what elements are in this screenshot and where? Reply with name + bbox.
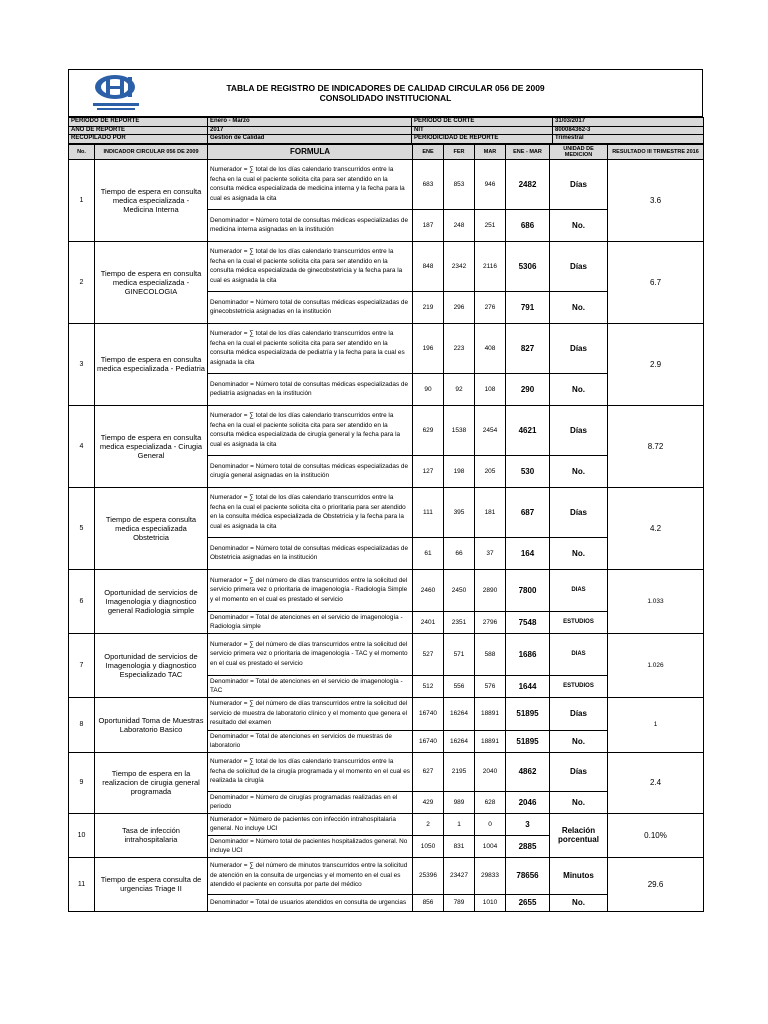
result-value: 29.6 <box>608 857 704 911</box>
denominator-formula: Denominador = Número total de consultas médicas especializadas de ginecobstetricia asignadas en la institución <box>208 291 413 323</box>
value-mar: 18891 <box>475 730 506 752</box>
unit-label: Días <box>550 241 608 291</box>
unit-label: No. <box>550 209 608 241</box>
value-mar: 2116 <box>475 241 506 291</box>
meta-label: NIT <box>412 126 553 135</box>
indicator-name: Tiempo de espera en consulta medica especializada - Cirugia General <box>95 405 208 487</box>
row-number: 7 <box>69 633 95 697</box>
col-resultado: RESULTADO III TRIMESTRE 2016 <box>608 144 704 159</box>
unit-label: Días <box>550 697 608 730</box>
col-unidad: UNIDAD DE MEDICION <box>550 144 608 159</box>
unit-label: No. <box>550 455 608 487</box>
denominator-formula: Denominador = Total de atenciones en el servicio de imagenología - TAC <box>208 675 413 697</box>
row-number: 2 <box>69 241 95 323</box>
meta-value: Trimestral <box>553 135 704 144</box>
value-ene: 25396 <box>413 857 444 894</box>
value-ene: 856 <box>413 894 444 911</box>
numerator-formula: Numerador = ∑ del número de días transcurridos entre la solicitud del servicio primera vez o prioritaria de imagenología - Radiología Simple y el momento en el cual es prestado el servicio <box>208 569 413 611</box>
value-feb: 1 <box>444 813 475 835</box>
row-number: 11 <box>69 857 95 911</box>
value-feb: 16264 <box>444 697 475 730</box>
indicator-sheet <box>68 69 703 912</box>
value-feb: 2342 <box>444 241 475 291</box>
value-total: 827 <box>506 323 550 373</box>
result-value: 3.6 <box>608 159 704 241</box>
denominator-formula: Denominador = Número total de pacientes hospitalizados general. No incluye UCI <box>208 835 413 857</box>
value-ene: 196 <box>413 323 444 373</box>
table-row <box>69 813 704 835</box>
value-total: 3 <box>506 813 550 835</box>
table-row <box>69 633 704 675</box>
value-mar: 408 <box>475 323 506 373</box>
value-mar: 2454 <box>475 405 506 455</box>
value-mar: 946 <box>475 159 506 209</box>
col-formula: FORMULA <box>208 144 413 159</box>
result-value: 8.72 <box>608 405 704 487</box>
unit-label: ESTUDIOS <box>550 675 608 697</box>
value-ene: 627 <box>413 752 444 791</box>
value-mar: 2890 <box>475 569 506 611</box>
indicator-name: Tiempo de espera en consulta medica especializada - GINECOLOGIA <box>95 241 208 323</box>
value-mar: 181 <box>475 487 506 537</box>
meta-label: PERIODO DE CORTE <box>412 118 553 127</box>
value-ene: 1050 <box>413 835 444 857</box>
numerator-formula: Numerador = ∑ del número de días transcurridos entre la solicitud del servicio primera vez o prioritaria de imagenología - TAC y el momento en el cual es prestado el servicio <box>208 633 413 675</box>
numerator-formula: Numerador = ∑ del número de días transcurridos entre la solicitud del servicio de muestra de laboratorio clínico y el momento que genera el resultado del examen <box>208 697 413 730</box>
result-value: 1.033 <box>608 569 704 633</box>
meta-value: Enero - Marzo <box>208 118 412 127</box>
value-feb: 831 <box>444 835 475 857</box>
value-ene: 16740 <box>413 730 444 752</box>
value-mar: 1010 <box>475 894 506 911</box>
value-ene: 90 <box>413 373 444 405</box>
table-row <box>69 697 704 730</box>
value-ene: 527 <box>413 633 444 675</box>
meta-value: Gestión de Calidad <box>208 135 412 144</box>
row-number: 1 <box>69 159 95 241</box>
unit-label: No. <box>550 730 608 752</box>
result-value: 1 <box>608 697 704 752</box>
value-ene: 2460 <box>413 569 444 611</box>
value-ene: 127 <box>413 455 444 487</box>
meta-value: 31/03/2017 <box>553 118 704 127</box>
result-value: 2.4 <box>608 752 704 813</box>
value-ene: 512 <box>413 675 444 697</box>
value-feb: 92 <box>444 373 475 405</box>
value-ene: 16740 <box>413 697 444 730</box>
denominator-formula: Denominador = Número total de consultas médicas especializadas de Obstetricia asignadas en la institución <box>208 537 413 569</box>
value-total: 1644 <box>506 675 550 697</box>
row-number: 5 <box>69 487 95 569</box>
value-feb: 2351 <box>444 611 475 633</box>
value-total: 164 <box>506 537 550 569</box>
numerator-formula: Numerador = ∑ total de los días calendario transcurridos entre la fecha de solicitud de la cirugía programada y el momento en el cual es realizada la cirugía <box>208 752 413 791</box>
denominator-formula: Denominador = Total de atenciones en el servicio de imagenología - Radiología simple <box>208 611 413 633</box>
indicator-name: Tasa de infección intrahospitalaria <box>95 813 208 857</box>
header-table <box>68 69 703 117</box>
value-total: 2482 <box>506 159 550 209</box>
indicator-name: Tiempo de espera en la realizacion de cirugia general programada <box>95 752 208 813</box>
value-feb: 223 <box>444 323 475 373</box>
value-feb: 1538 <box>444 405 475 455</box>
value-feb: 16264 <box>444 730 475 752</box>
col-indicador: INDICADOR CIRCULAR 056 DE 2009 <box>95 144 208 159</box>
numerator-formula: Numerador = Número de pacientes con infección intrahospitalaria general. No incluye UCI <box>208 813 413 835</box>
unit-label: No. <box>550 894 608 911</box>
meta-label: PERIODICIDAD DE REPORTE <box>412 135 553 144</box>
value-ene: 429 <box>413 791 444 813</box>
value-mar: 18891 <box>475 697 506 730</box>
value-total: 290 <box>506 373 550 405</box>
unit-label: ESTUDIOS <box>550 611 608 633</box>
value-total: 2655 <box>506 894 550 911</box>
table-row <box>69 405 704 455</box>
meta-value: 800084362-3 <box>553 126 704 135</box>
value-total: 51895 <box>506 730 550 752</box>
unit-label: No. <box>550 537 608 569</box>
value-mar: 108 <box>475 373 506 405</box>
row-number: 10 <box>69 813 95 857</box>
col-ene: ENE <box>413 144 444 159</box>
value-total: 687 <box>506 487 550 537</box>
table-row <box>69 752 704 791</box>
value-total: 7800 <box>506 569 550 611</box>
denominator-formula: Denominador = Número de cirugías programadas realizadas en el periodo <box>208 791 413 813</box>
value-ene: 848 <box>413 241 444 291</box>
value-mar: 276 <box>475 291 506 323</box>
value-feb: 296 <box>444 291 475 323</box>
value-mar: 37 <box>475 537 506 569</box>
value-total: 4862 <box>506 752 550 791</box>
value-mar: 2796 <box>475 611 506 633</box>
unit-label: DIAS <box>550 633 608 675</box>
numerator-formula: Numerador = ∑ total de los días calendario transcurridos entre la fecha en la cual el paciente solicita cita para ser atendido en la consulta médica especializada de pediatría y la fecha para la cual es asignada la cita <box>208 323 413 373</box>
table-row <box>69 487 704 537</box>
value-total: 686 <box>506 209 550 241</box>
table-row <box>69 241 704 291</box>
value-mar: 251 <box>475 209 506 241</box>
row-number: 6 <box>69 569 95 633</box>
value-total: 7548 <box>506 611 550 633</box>
value-mar: 588 <box>475 633 506 675</box>
value-total: 5306 <box>506 241 550 291</box>
value-feb: 2195 <box>444 752 475 791</box>
result-value: 0.10% <box>608 813 704 857</box>
value-mar: 628 <box>475 791 506 813</box>
value-total: 1686 <box>506 633 550 675</box>
value-total: 530 <box>506 455 550 487</box>
value-ene: 2401 <box>413 611 444 633</box>
denominator-formula: Denominador = Total de atenciones en servicios de muestras de laboratorio <box>208 730 413 752</box>
denominator-formula: Denominador = Número total de consultas médicas especializadas de medicina interna asignadas en la institución <box>208 209 413 241</box>
value-feb: 395 <box>444 487 475 537</box>
value-feb: 66 <box>444 537 475 569</box>
result-value: 6.7 <box>608 241 704 323</box>
table-row <box>69 569 704 611</box>
value-ene: 629 <box>413 405 444 455</box>
value-total: 2885 <box>506 835 550 857</box>
row-number: 3 <box>69 323 95 405</box>
result-value: 1.026 <box>608 633 704 697</box>
value-total: 51895 <box>506 697 550 730</box>
value-feb: 2450 <box>444 569 475 611</box>
unit-label: No. <box>550 291 608 323</box>
col-ene-mar: ENE - MAR <box>506 144 550 159</box>
indicator-name: Oportunidad de servicios de Imagenologia y diagnostico general Radiologia simple <box>95 569 208 633</box>
numerator-formula: Numerador = ∑ total de los días calendario transcurridos entre la fecha en la cual el paciente solicita cita o prioritaria para ser atendido en la consulta médica especializada de Obstetricia y la fecha para la cual es asignada la cita <box>208 487 413 537</box>
unit-label: No. <box>550 373 608 405</box>
numerator-formula: Numerador = ∑ total de los días calendario transcurridos entre la fecha en la cual el paciente solicita cita para ser atendido en la consulta médica especializada de medicina interna y la fecha para la cual es asignada la cita <box>208 159 413 209</box>
numerator-formula: Numerador = ∑ total de los días calendario transcurridos entre la fecha en la cual el paciente solicita cita para ser atendido en la consulta médica especializada de cirugía general y la fecha para la cual es asignada la cita <box>208 405 413 455</box>
value-ene: 219 <box>413 291 444 323</box>
report-title: TABLA DE REGISTRO DE INDICADORES DE CALIDAD CIRCULAR 056 DE 2009 <box>226 83 545 93</box>
value-mar: 29833 <box>475 857 506 894</box>
denominator-formula: Denominador = Total de usuarios atendidos en consulta de urgencias <box>208 894 413 911</box>
value-feb: 789 <box>444 894 475 911</box>
value-ene: 2 <box>413 813 444 835</box>
col-mar: MAR <box>475 144 506 159</box>
value-mar: 1004 <box>475 835 506 857</box>
value-ene: 187 <box>413 209 444 241</box>
unit-label: Relación porcentual <box>550 813 608 857</box>
row-number: 9 <box>69 752 95 813</box>
unit-label: Días <box>550 159 608 209</box>
value-ene: 111 <box>413 487 444 537</box>
value-ene: 683 <box>413 159 444 209</box>
unit-label: Días <box>550 323 608 373</box>
denominator-formula: Denominador = Número total de consultas médicas especializadas de pediatría asignadas en la institución <box>208 373 413 405</box>
row-number: 8 <box>69 697 95 752</box>
indicator-name: Tiempo de espera consulta de urgencias Triage II <box>95 857 208 911</box>
value-mar: 2040 <box>475 752 506 791</box>
value-feb: 571 <box>444 633 475 675</box>
meta-label: RECOPILADO POR <box>69 135 208 144</box>
result-value: 2.9 <box>608 323 704 405</box>
value-mar: 205 <box>475 455 506 487</box>
value-total: 78656 <box>506 857 550 894</box>
value-feb: 23427 <box>444 857 475 894</box>
value-total: 791 <box>506 291 550 323</box>
table-row <box>69 323 704 373</box>
meta-label: AÑO DE REPORTE <box>69 126 208 135</box>
value-feb: 556 <box>444 675 475 697</box>
indicator-name: Oportunidad de servicios de Imagenologia y diagnostico Especializado TAC <box>95 633 208 697</box>
unit-label: No. <box>550 791 608 813</box>
row-number: 4 <box>69 405 95 487</box>
indicators-table <box>68 144 704 912</box>
meta-value: 2017 <box>208 126 412 135</box>
col-feb: FER <box>444 144 475 159</box>
numerator-formula: Numerador = ∑ total de los días calendario transcurridos entre la fecha en la cual el paciente solicita cita para ser atendido en la consulta médica especializada de ginecobstetricia y la fecha para la cual es asignada la cita <box>208 241 413 291</box>
value-total: 4621 <box>506 405 550 455</box>
value-feb: 989 <box>444 791 475 813</box>
meta-label: PERIODO DE REPORTE <box>69 118 208 127</box>
indicator-name: Oportunidad Toma de Muestras Laboratorio Basico <box>95 697 208 752</box>
meta-table <box>68 117 704 144</box>
table-row <box>69 159 704 209</box>
report-header <box>69 70 703 117</box>
numerator-formula: Numerador = ∑ del número de minutos transcurridos entre la solicitud de atención en la consulta de urgencias y el momento en el cual es atendido el paciente en consulta por parte del médico <box>208 857 413 894</box>
value-mar: 576 <box>475 675 506 697</box>
value-ene: 61 <box>413 537 444 569</box>
indicator-name: Tiempo de espera consulta medica especializada Obstetricia <box>95 487 208 569</box>
table-row <box>69 857 704 894</box>
value-feb: 853 <box>444 159 475 209</box>
denominator-formula: Denominador = Número total de consultas médicas especializadas de cirugía general asignadas en la institución <box>208 455 413 487</box>
indicator-name: Tiempo de espera en consulta medica especializada - Medicina Interna <box>95 159 208 241</box>
unit-label: Días <box>550 752 608 791</box>
unit-label: Días <box>550 487 608 537</box>
indicator-name: Tiempo de espera en consulta medica especializada - Pediatria <box>95 323 208 405</box>
report-subtitle: CONSOLIDADO INSTITUCIONAL <box>319 93 452 103</box>
unit-label: Días <box>550 405 608 455</box>
unit-label: DIAS <box>550 569 608 611</box>
value-feb: 248 <box>444 209 475 241</box>
value-feb: 198 <box>444 455 475 487</box>
value-mar: 0 <box>475 813 506 835</box>
unit-label: Minutos <box>550 857 608 894</box>
result-value: 4.2 <box>608 487 704 569</box>
col-no: No. <box>69 144 95 159</box>
value-total: 2046 <box>506 791 550 813</box>
